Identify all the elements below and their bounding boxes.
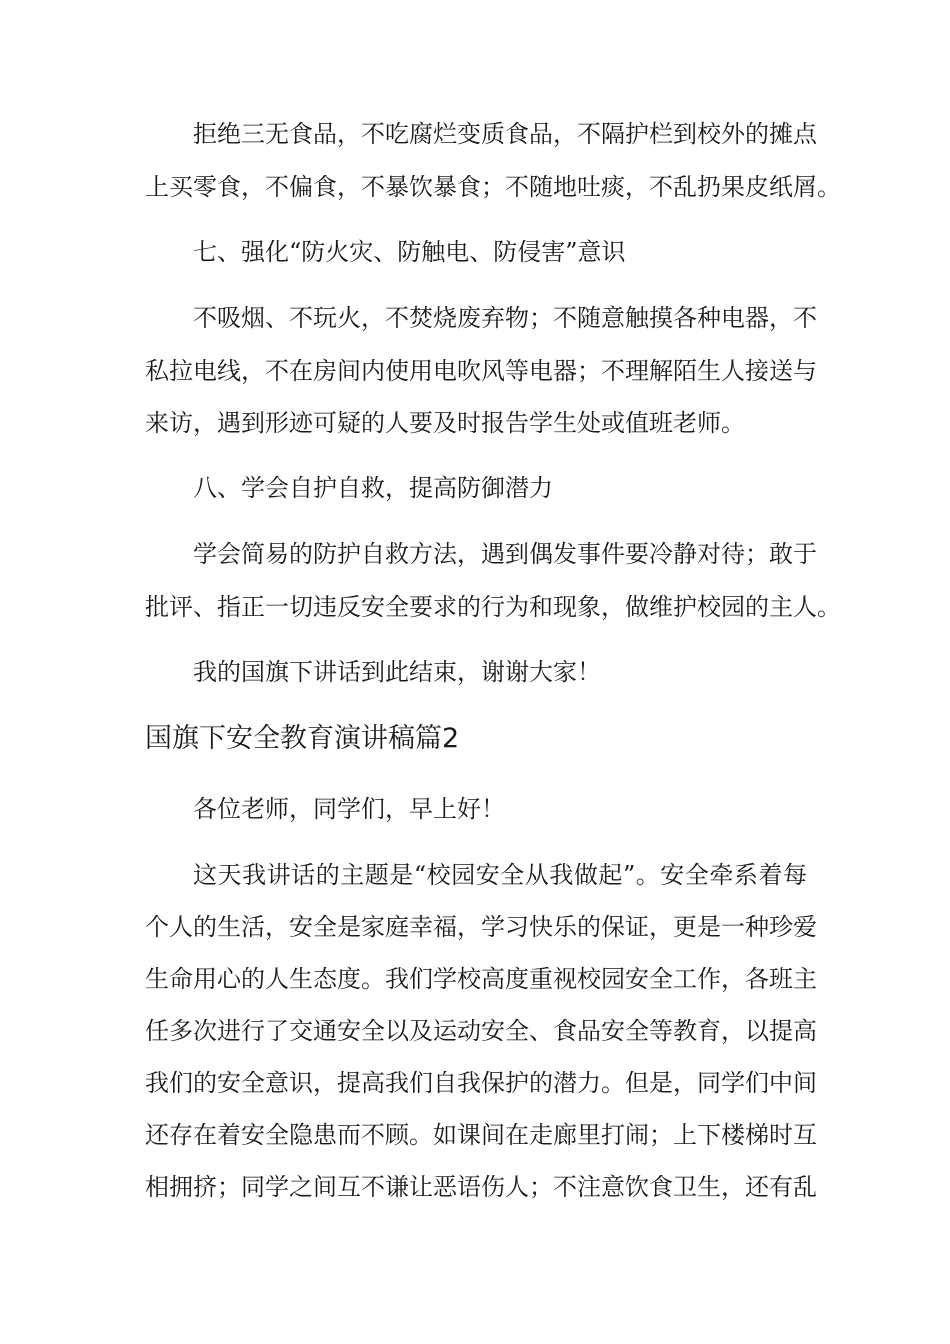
paragraph-line: 学会简易的防护自救方法，遇到偶发事件要冷静对待；敢于 bbox=[193, 540, 817, 568]
section-heading: 国旗下安全教育演讲稿篇2 bbox=[145, 723, 460, 754]
paragraph-line: 任多次进行了交通安全以及运动安全、食品安全等教育，以提高 bbox=[145, 1017, 817, 1045]
closing-line: 我的国旗下讲话到此结束，谢谢大家！ bbox=[193, 658, 601, 686]
paragraph-line: 批评、指正一切违反安全要求的行为和现象，做维护校园的主人。 bbox=[145, 593, 841, 621]
paragraph-line: 来访，遇到形迹可疑的人要及时报告学生处或值班老师。 bbox=[145, 409, 745, 437]
greeting-line: 各位老师，同学们，早上好！ bbox=[193, 795, 505, 823]
paragraph-line: 拒绝三无食品，不吃腐烂变质食品，不隔护栏到校外的摊点 bbox=[193, 120, 817, 148]
paragraph-line: 我们的安全意识，提高我们自我保护的潜力。但是，同学们中间 bbox=[145, 1069, 817, 1097]
paragraph-line: 私拉电线，不在房间内使用电吹风等电器；不理解陌生人接送与 bbox=[145, 357, 817, 385]
paragraph-line: 个人的生活，安全是家庭幸福，学习快乐的保证，更是一种珍爱 bbox=[145, 913, 817, 941]
paragraph-line: 相拥挤；同学之间互不谦让恶语伤人；不注意饮食卫生，还有乱 bbox=[145, 1173, 817, 1201]
item-heading-8: 八、学会自护自救，提高防御潜力 bbox=[193, 474, 553, 502]
paragraph-line: 还存在着安全隐患而不顾。如课间在走廊里打闹；上下楼梯时互 bbox=[145, 1121, 817, 1149]
paragraph-line: 不吸烟、不玩火，不焚烧废弃物；不随意触摸各种电器，不 bbox=[193, 304, 817, 332]
paragraph-line: 生命用心的人生态度。我们学校高度重视校园安全工作，各班主 bbox=[145, 965, 817, 993]
item-heading-7: 七、强化“防火灾、防触电、防侵害”意识 bbox=[193, 238, 626, 266]
paragraph-line: 这天我讲话的主题是“校园安全从我做起”。安全牵系着每 bbox=[193, 861, 807, 889]
paragraph-line: 上买零食，不偏食，不暴饮暴食；不随地吐痰，不乱扔果皮纸屑。 bbox=[145, 173, 841, 201]
